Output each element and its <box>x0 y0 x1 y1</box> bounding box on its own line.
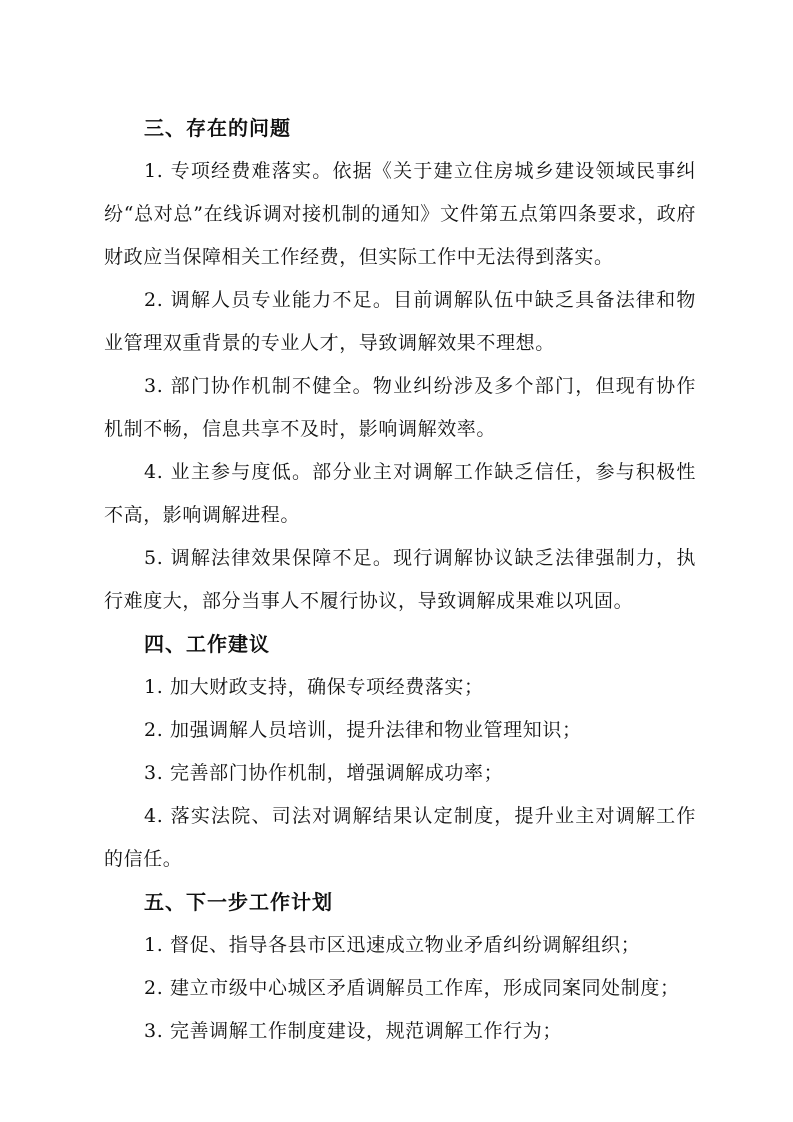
paragraph: 4. 业主参与度低。部分业主对调解工作缺乏信任，参与积极性不高，影响调解进程。 <box>104 461 696 526</box>
section-problems <box>104 107 696 623</box>
paragraph: 5. 调解法律效果保障不足。现行调解协议缺乏法律强制力，执行难度大，部分当事人不履行协议，导致调解成果难以巩固。 <box>104 547 696 612</box>
paragraph: 2. 调解人员专业能力不足。目前调解队伍中缺乏具备法律和物业管理双重背景的专业人才，导致调解效果不理想。 <box>104 289 696 354</box>
paragraph: 1. 加大财政支持，确保专项经费落实； <box>144 676 484 698</box>
paragraph: 3. 完善部门协作机制，增强调解成功率； <box>144 762 504 784</box>
section-heading: 三、存在的问题 <box>144 116 291 140</box>
paragraph: 2. 建立市级中心城区矛盾调解员工作库，形成同案同处制度； <box>144 977 680 999</box>
section-heading: 四、工作建议 <box>144 632 270 656</box>
document-page <box>104 107 696 1053</box>
section-suggestions <box>104 623 696 881</box>
paragraph: 2. 加强调解人员培训，提升法律和物业管理知识； <box>144 719 582 741</box>
paragraph: 1. 专项经费难落实。依据《关于建立住房城乡建设领域民事纠纷“总对总”在线诉调对接机制的通知》文件第五点第四条要求，政府财政应当保障相关工作经费，但实际工作中无法得到落实。 <box>104 160 696 268</box>
paragraph: 4. 落实法院、司法对调解结果认定制度，提升业主对调解工作的信任。 <box>104 805 696 870</box>
section-next-steps <box>104 881 696 1053</box>
paragraph: 1. 督促、指导各县市区迅速成立物业矛盾纠纷调解组织； <box>144 934 641 956</box>
paragraph: 3. 部门协作机制不健全。物业纠纷涉及多个部门，但现有协作机制不畅，信息共享不及时，影响调解效率。 <box>104 375 696 440</box>
section-heading: 五、下一步工作计划 <box>144 890 333 914</box>
paragraph: 3. 完善调解工作制度建设，规范调解工作行为； <box>144 1020 562 1042</box>
